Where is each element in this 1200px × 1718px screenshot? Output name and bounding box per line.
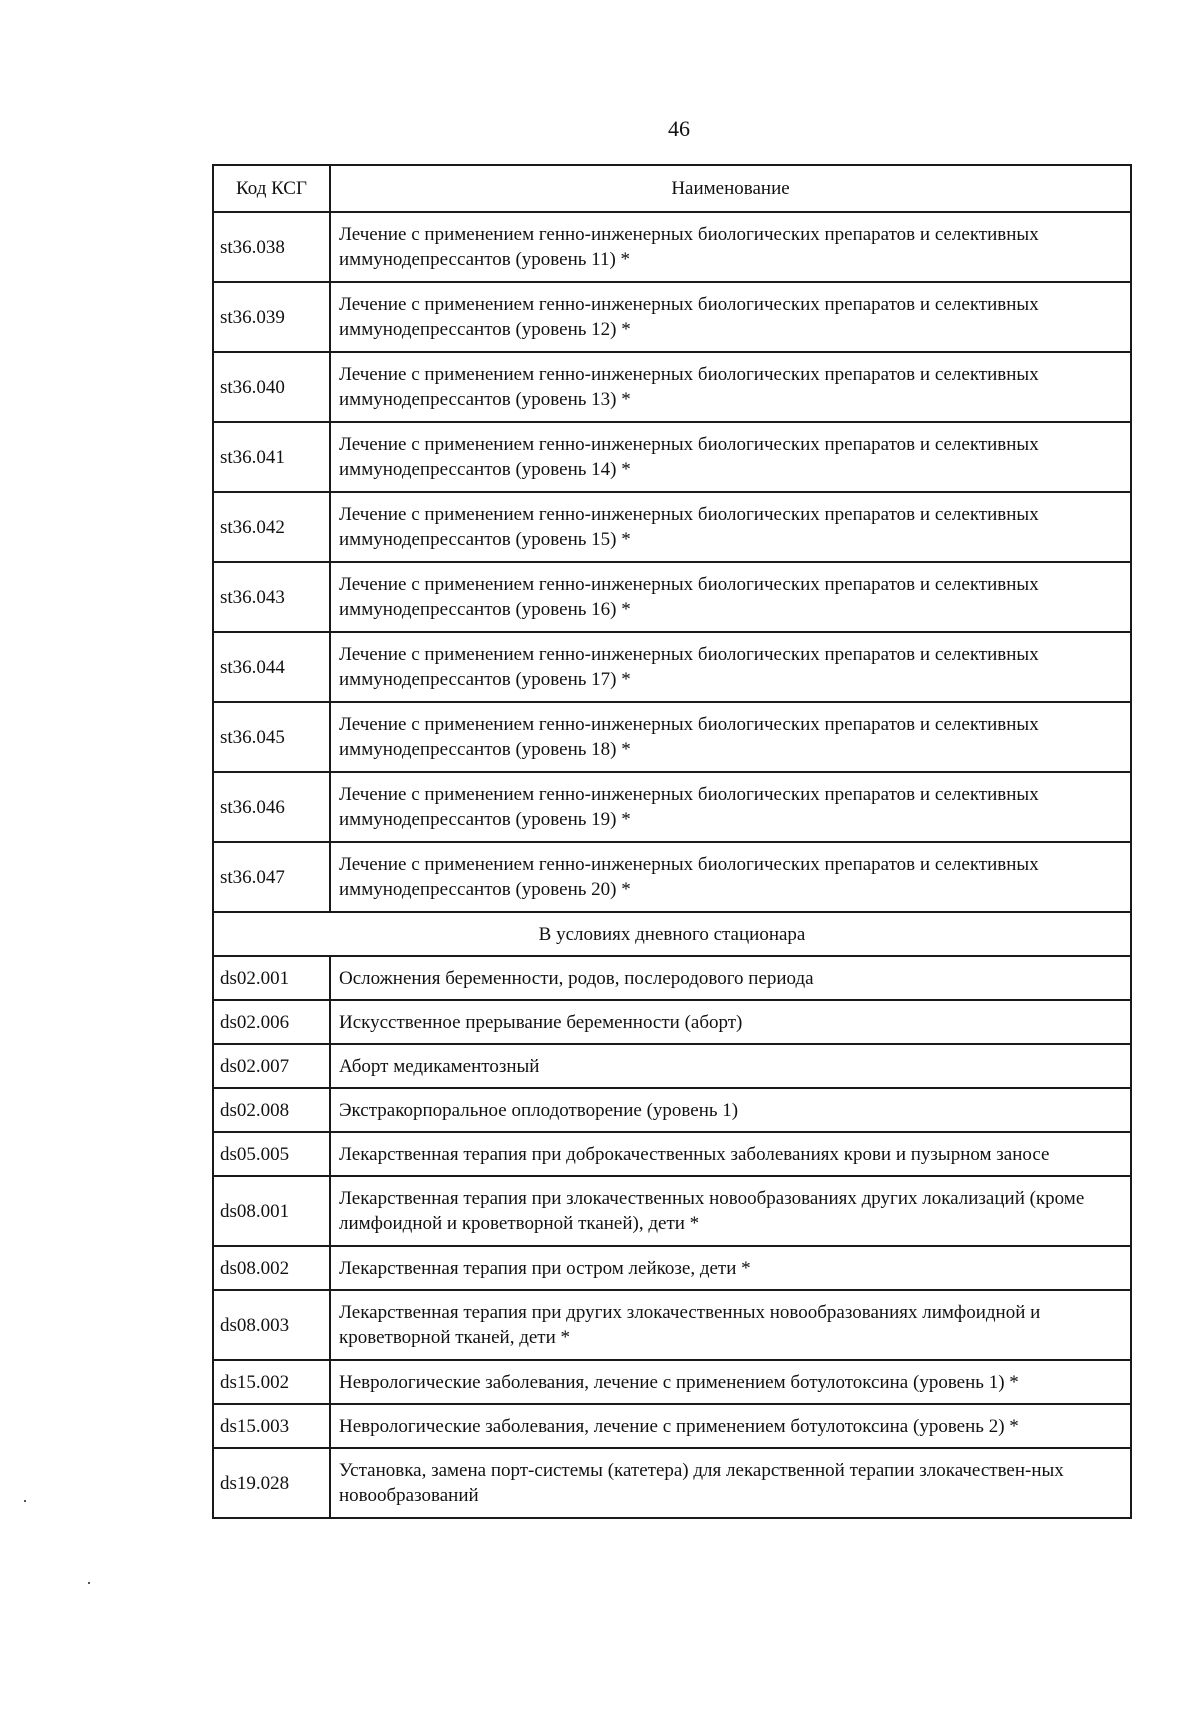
ksg-name: Лекарственная терапия при остром лейкозе, дети *	[330, 1246, 1131, 1290]
ksg-code: ds02.006	[213, 1000, 330, 1044]
ksg-name: Экстракорпоральное оплодотворение (уровень 1)	[330, 1088, 1131, 1132]
ksg-name: Лечение с применением генно-инженерных биологических препаратов и селективных иммунодепрессантов (уровень 18) *	[330, 702, 1131, 772]
ksg-code: st36.047	[213, 842, 330, 912]
ksg-name: Осложнения беременности, родов, послеродового периода	[330, 956, 1131, 1000]
table-row	[213, 956, 1131, 1000]
table-row	[213, 632, 1131, 702]
section-title: В условиях дневного стационара	[213, 912, 1131, 956]
ksg-name: Искусственное прерывание беременности (аборт)	[330, 1000, 1131, 1044]
ksg-name: Лечение с применением генно-инженерных биологических препаратов и селективных иммунодепрессантов (уровень 13) *	[330, 352, 1131, 422]
ksg-code: ds08.002	[213, 1246, 330, 1290]
ksg-name: Лечение с применением генно-инженерных биологических препаратов и селективных иммунодепрессантов (уровень 15) *	[330, 492, 1131, 562]
ksg-name: Лекарственная терапия при доброкачественных заболеваниях крови и пузырном заносе	[330, 1132, 1131, 1176]
ksg-code: ds02.008	[213, 1088, 330, 1132]
ksg-code: st36.046	[213, 772, 330, 842]
ksg-name: Лечение с применением генно-инженерных биологических препаратов и селективных иммунодепрессантов (уровень 17) *	[330, 632, 1131, 702]
ksg-name: Лечение с применением генно-инженерных биологических препаратов и селективных иммунодепрессантов (уровень 16) *	[330, 562, 1131, 632]
table-row	[213, 492, 1131, 562]
table-row	[213, 1290, 1131, 1360]
table-header-row	[213, 165, 1131, 212]
ksg-code: st36.042	[213, 492, 330, 562]
table-row	[213, 282, 1131, 352]
table-row	[213, 352, 1131, 422]
ksg-name: Лечение с применением генно-инженерных биологических препаратов и селективных иммунодепрессантов (уровень 20) *	[330, 842, 1131, 912]
table-row	[213, 1176, 1131, 1246]
table-row	[213, 1246, 1131, 1290]
ksg-code: st36.039	[213, 282, 330, 352]
ksg-code: ds15.003	[213, 1404, 330, 1448]
ksg-table	[212, 164, 1132, 1519]
ksg-name: Неврологические заболевания, лечение с применением ботулотоксина (уровень 2) *	[330, 1404, 1131, 1448]
ksg-name: Лечение с применением генно-инженерных биологических препаратов и селективных иммунодепрессантов (уровень 12) *	[330, 282, 1131, 352]
ksg-name: Неврологические заболевания, лечение с применением ботулотоксина (уровень 1) *	[330, 1360, 1131, 1404]
table-row	[213, 562, 1131, 632]
ksg-code: st36.038	[213, 212, 330, 282]
table-row	[213, 772, 1131, 842]
ksg-name: Лекарственная терапия при злокачественных новообразованиях других локализаций (кроме лимфоидной и кроветворной тканей), дети *	[330, 1176, 1131, 1246]
ksg-code: st36.043	[213, 562, 330, 632]
table-row	[213, 1448, 1131, 1518]
header-name: Наименование	[330, 165, 1131, 212]
ksg-code: st36.040	[213, 352, 330, 422]
table-row	[213, 1132, 1131, 1176]
table-row	[213, 842, 1131, 912]
page-number: 46	[668, 116, 690, 141]
ksg-code: st36.045	[213, 702, 330, 772]
ksg-code: ds19.028	[213, 1448, 330, 1518]
table-row	[213, 212, 1131, 282]
section-row	[213, 912, 1131, 956]
ksg-code: ds02.007	[213, 1044, 330, 1088]
ksg-name: Аборт медикаментозный	[330, 1044, 1131, 1088]
ksg-name: Установка, замена порт-системы (катетера) для лекарственной терапии злокачествен-ных новообразований	[330, 1448, 1131, 1518]
table-row	[213, 1360, 1131, 1404]
scan-speck	[88, 1582, 90, 1584]
table-row	[213, 1044, 1131, 1088]
table-row	[213, 1088, 1131, 1132]
ksg-name: Лечение с применением генно-инженерных биологических препаратов и селективных иммунодепрессантов (уровень 11) *	[330, 212, 1131, 282]
ksg-code: ds02.001	[213, 956, 330, 1000]
ksg-code: ds15.002	[213, 1360, 330, 1404]
ksg-code: st36.041	[213, 422, 330, 492]
table-row	[213, 1000, 1131, 1044]
ksg-name: Лечение с применением генно-инженерных биологических препаратов и селективных иммунодепрессантов (уровень 14) *	[330, 422, 1131, 492]
scan-speck	[24, 1500, 26, 1502]
table-row	[213, 702, 1131, 772]
ksg-name: Лекарственная терапия при других злокачественных новообразованиях лимфоидной и кроветворной тканей, дети *	[330, 1290, 1131, 1360]
ksg-code: st36.044	[213, 632, 330, 702]
ksg-code: ds08.003	[213, 1290, 330, 1360]
ksg-name: Лечение с применением генно-инженерных биологических препаратов и селективных иммунодепрессантов (уровень 19) *	[330, 772, 1131, 842]
ksg-code: ds08.001	[213, 1176, 330, 1246]
table-row	[213, 1404, 1131, 1448]
ksg-code: ds05.005	[213, 1132, 330, 1176]
header-code: Код КСГ	[213, 165, 330, 212]
table-row	[213, 422, 1131, 492]
